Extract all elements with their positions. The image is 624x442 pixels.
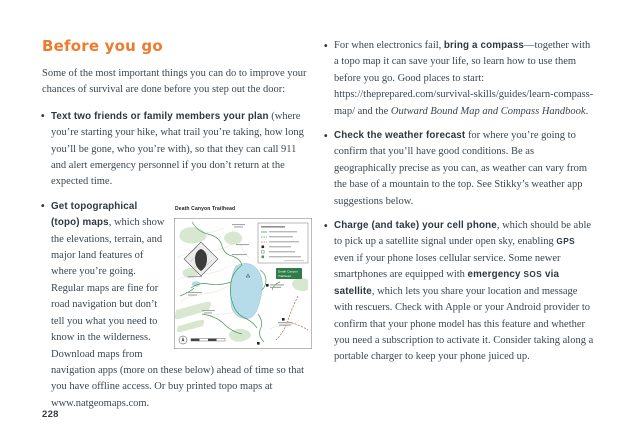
bullet-text bbox=[51, 109, 312, 191]
text-run: even if your phone loses cellular service. Some newer smartphones are equipped with bbox=[334, 252, 561, 281]
right-column bbox=[325, 38, 597, 374]
map-trailhead-label-line1: Death Canyon bbox=[278, 269, 298, 274]
left-column bbox=[42, 38, 312, 420]
bullet-dot: • bbox=[324, 40, 328, 52]
bullet-dot: • bbox=[324, 130, 328, 142]
text-run: (where you’re starting your hike, what trail you’re taking, how long you’ll be gone, who you’re with), so that they can call 911 and alert emergency personnel if you don’t return at the expected time. bbox=[51, 110, 304, 188]
text-run: Text two friends or family members your plan bbox=[51, 110, 269, 122]
text-run: . bbox=[585, 105, 589, 117]
page-number: 228 bbox=[42, 409, 59, 420]
map-trailhead-label bbox=[276, 268, 302, 279]
bullet-text bbox=[334, 128, 597, 210]
text-run: Charge (and take) your cell phone bbox=[334, 220, 497, 232]
bullet-dot: • bbox=[41, 201, 45, 213]
text-run: , which show the elevations, terrain, and major land features of where you’re going. Regular maps are fine for road navigation but don’t tell you what you need to know in the wilderness. Download maps from navigation apps (more on these below) ahead of time so that you have offline access. Or buy printed topo maps at www.natgeomaps.com. bbox=[51, 217, 305, 409]
map-trailhead-label-line2: Trailhead bbox=[278, 274, 291, 279]
bullet-charge-phone bbox=[325, 218, 597, 366]
text-run: Outward Bound Map and Compass Handbook bbox=[390, 105, 586, 117]
bullet-bring-compass bbox=[325, 38, 597, 120]
text-run: for where you’re going to confirm that you’ll have good conditions. Be as geographically precise as you can, as weather can vary from the base of a mountain to the top. See Stikky’s weather app suggestions below. bbox=[334, 130, 588, 207]
bullet-topo-maps bbox=[42, 199, 312, 412]
map-title: Death Canyon Trailhead bbox=[175, 205, 236, 212]
bullet-text bbox=[334, 218, 597, 366]
bullet-text-two-friends bbox=[42, 109, 312, 191]
intro-paragraph: Some of the most important things you can do to improve your chances of survival are done before you step out the door: bbox=[42, 68, 307, 96]
text-run: Check the weather forecast bbox=[334, 130, 466, 142]
bullet-dot: • bbox=[324, 220, 328, 232]
bullet-text bbox=[334, 38, 597, 120]
text-run: —together with a topo map it can save your life, so learn how to use them before you go. Good places to start: https://theprepared.com/survival-skills/guides/learn-compass-map/ and the bbox=[334, 40, 594, 117]
text-run: Get topographical (topo) maps bbox=[51, 200, 138, 229]
map-legend bbox=[258, 223, 308, 263]
text-run: , which should be able to pick up a satellite signal under open sky, enabling bbox=[334, 220, 592, 248]
map-scale-bar bbox=[191, 339, 225, 341]
bullet-text bbox=[51, 199, 312, 412]
bullet-weather-forecast bbox=[325, 128, 597, 210]
section-heading: Before you go bbox=[42, 37, 163, 55]
text-run: For when electronics fail, bbox=[334, 40, 444, 51]
text-run: SOS bbox=[523, 270, 543, 280]
bullet-dot: • bbox=[41, 111, 45, 123]
text-run: emergency bbox=[467, 269, 524, 281]
text-run: via satellite bbox=[334, 269, 560, 297]
text-run: , which lets you share your location and message with rescuers. Check with Apple or your Android provider to confirm that your phone model has this feature and whether you need a subscription to activate it. Consider taking along a portable charger to keep your phone juiced up. bbox=[334, 285, 594, 363]
text-run: GPS bbox=[556, 237, 576, 247]
text-run: bring a compass bbox=[443, 40, 525, 51]
topo-map-figure bbox=[174, 201, 312, 349]
topo-map bbox=[174, 218, 312, 349]
